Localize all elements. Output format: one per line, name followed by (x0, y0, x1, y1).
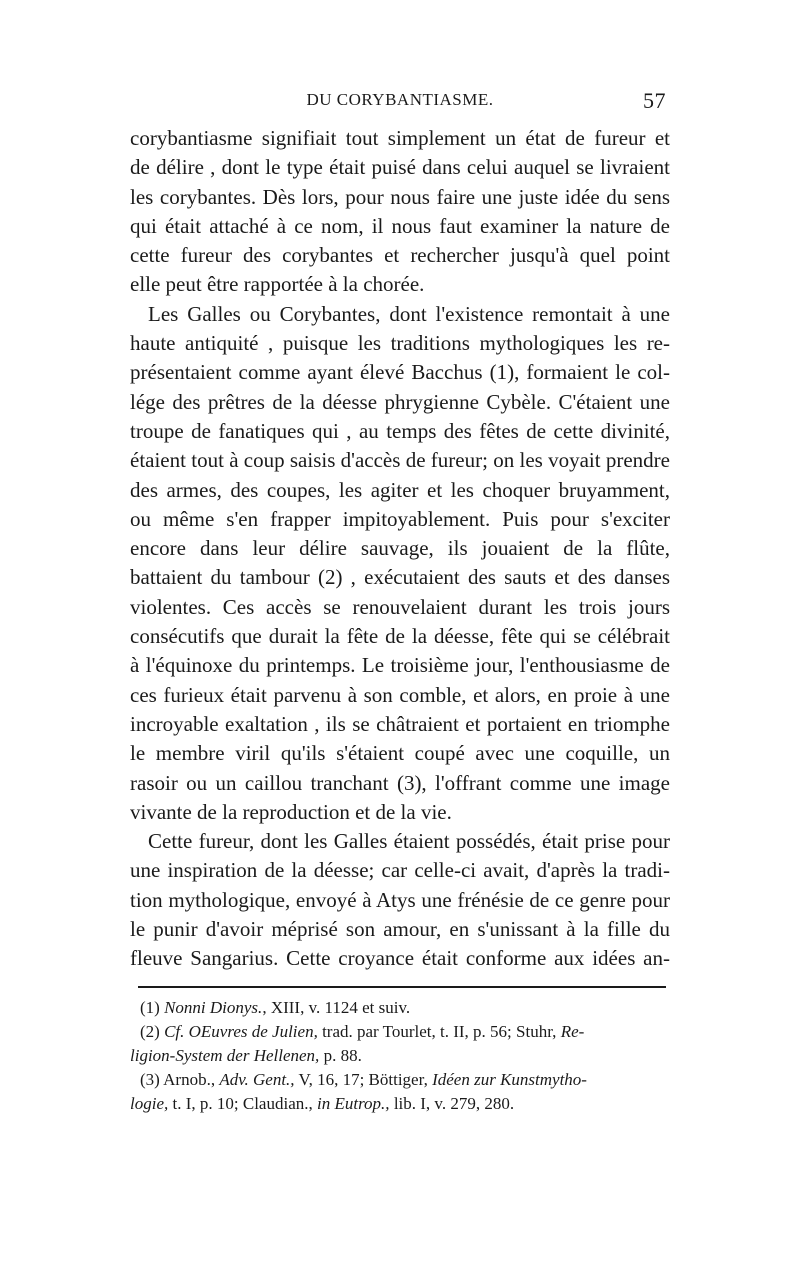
footnote-text: V, 16, 17; Böttiger, (294, 1069, 433, 1089)
text-line: fleuve Sangarius. Cette croyance était conforme aux idées an- (130, 946, 670, 971)
footnote-3-continued (130, 1092, 670, 1116)
footnote-3 (130, 1068, 670, 1092)
text-line: violentes. Ces accès se renouvelaient durant les trois jours (130, 594, 670, 619)
footnote-citation: Idéen zur Kunstmytho- (432, 1069, 587, 1089)
text-line: consécutifs que durait la fête de la déesse, fête qui se célébrait (130, 624, 670, 649)
text-line: tion mythologique, envoyé à Atys une frénésie de ce genre pour (130, 887, 670, 912)
paragraph-2 (130, 300, 670, 827)
text-line: qui était attaché à ce nom, il nous faut examiner la nature de (130, 213, 670, 238)
footnote-number: (3) (140, 1069, 160, 1089)
text-line: cette fureur des corybantes et rechercher jusqu'à quel point (130, 243, 670, 268)
paragraph-1 (130, 124, 670, 300)
text-line: incroyable exaltation , ils se châtraient et portaient en triomphe (130, 711, 670, 736)
footnote-citation: in Eutrop., (316, 1093, 390, 1113)
footnote-text: p. 88. (319, 1045, 362, 1065)
text-line: troupe de fanatiques qui , au temps des fêtes de cette divinité, (130, 418, 670, 443)
page-number: 57 (643, 88, 666, 113)
text-line: présentaient comme ayant élevé Bacchus (1), formaient le col- (130, 360, 670, 385)
footnote-text: trad. par Tourlet, t. II, p. 56; Stuhr, (317, 1021, 561, 1041)
footnote-citation: logie, (130, 1093, 169, 1113)
text-line: corybantiasme signifiait tout simplement un état de fureur et (130, 126, 670, 150)
text-line: les corybantes. Dès lors, pour nous faire une juste idée du sens (130, 184, 670, 209)
text-line: des armes, des coupes, les agiter et les choquer bruyamment, (130, 477, 670, 502)
running-title: DU CORYBANTIASME. (306, 90, 494, 109)
running-header (130, 88, 670, 114)
footnote-number: (2) (140, 1021, 160, 1041)
text-line: une inspiration de la déesse; car celle-ci avait, d'après la tradi- (130, 858, 670, 883)
footnote-citation: Re- (560, 1021, 585, 1041)
text-line: elle peut être rapportée à la chorée. (130, 272, 425, 297)
text-line: ou même s'en frapper impitoyablement. Puis pour s'exciter (130, 506, 670, 531)
text-line: ces furieux était parvenu à son comble, et alors, en proie à une (130, 682, 670, 707)
footnote-2 (130, 1020, 670, 1044)
footnote-text: lib. I, v. 279, 280. (389, 1093, 515, 1113)
footnote-citation: Adv. Gent., (219, 1069, 295, 1089)
footnote-text: , XIII, v. 1124 et suiv. (262, 997, 411, 1017)
text-line: de délire , dont le type était puisé dans celui auquel se livraient (130, 155, 670, 180)
text-line: Cette fureur, dont les Galles étaient possédés, était prise pour (148, 829, 670, 854)
text-line: vivante de la reproduction et de la vie. (130, 799, 452, 824)
footnote-text: t. I, p. 10; Claudian., (168, 1093, 317, 1113)
text-line: lége des prêtres de la déesse phrygienne Cybèle. C'étaient une (130, 389, 670, 414)
text-line: étaient tout à coup saisis d'accès de fureur; on les voyait prendre (130, 448, 670, 473)
footnote-2-continued (130, 1044, 670, 1068)
text-line: Les Galles ou Corybantes, dont l'existence remontait à une (148, 301, 670, 326)
footnote-number: (1) (140, 997, 160, 1017)
footnote-text: Arnob., (159, 1069, 220, 1089)
text-line: haute antiquité , puisque les traditions mythologiques les re- (130, 331, 670, 356)
text-line: rasoir ou un caillou tranchant (3), l'offrant comme une image (130, 770, 670, 795)
text-line: battaient du tambour (2) , exécutaient des sauts et des danses (130, 565, 670, 590)
footnote-citation: ligion-System der Hellenen, (130, 1045, 320, 1065)
paragraph-3 (130, 827, 670, 973)
main-text (130, 124, 670, 974)
footnote-citation: Nonni Dionys. (164, 997, 263, 1017)
footnote-divider (138, 986, 666, 988)
footnote-1 (130, 996, 670, 1020)
text-line: le membre viril qu'ils s'étaient coupé avec une coquille, un (130, 741, 670, 766)
text-line: encore dans leur délire sauvage, ils jouaient de la flûte, (130, 536, 670, 561)
footnote-citation: Cf. OEuvres de Julien, (164, 1021, 318, 1041)
book-page (130, 88, 670, 1116)
text-line: à l'équinoxe du printemps. Le troisième jour, l'enthousiasme de (130, 653, 670, 678)
text-line: le punir d'avoir méprisé son amour, en s'unissant à la fille du (130, 917, 670, 942)
footnotes (130, 996, 670, 1116)
